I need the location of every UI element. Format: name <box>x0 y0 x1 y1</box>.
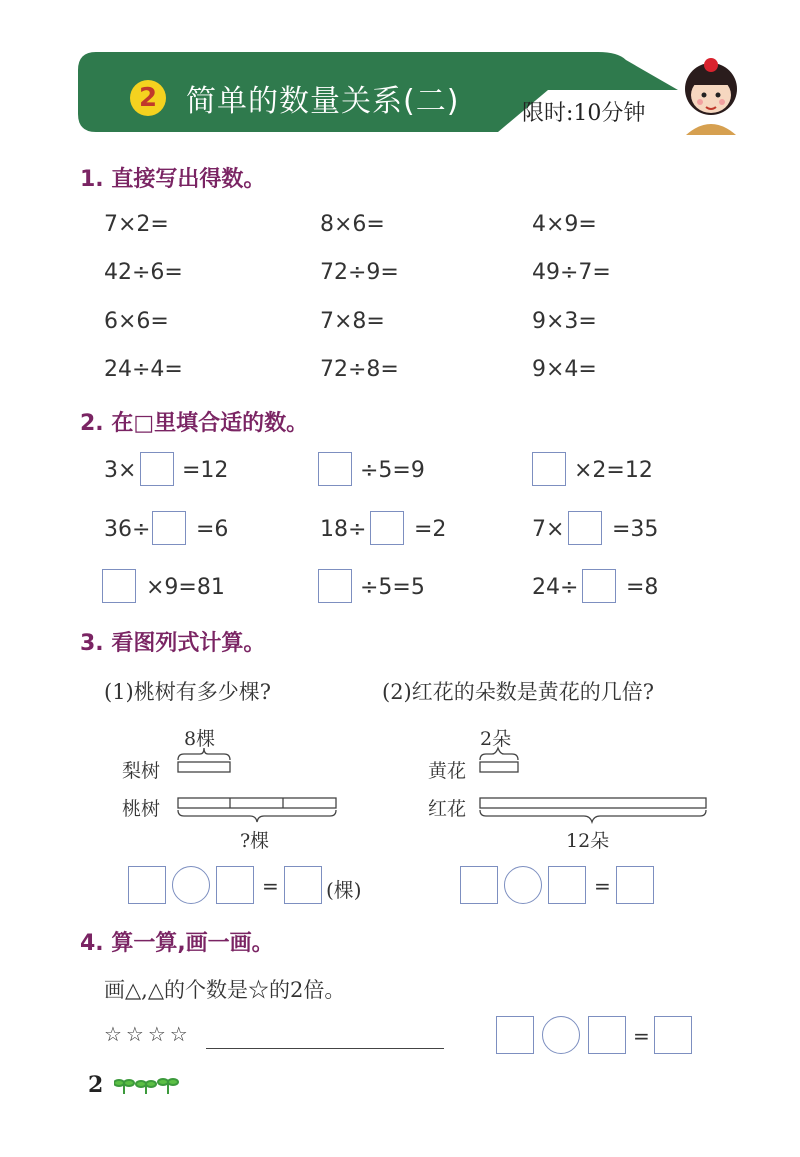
page-number: 2 <box>88 1072 104 1098</box>
s2-text: ÷5=9 <box>360 458 425 483</box>
s1-item: 7×8= <box>320 309 385 334</box>
answer-box[interactable] <box>318 452 352 486</box>
s2-text: =8 <box>626 575 659 600</box>
s2-text: 3× <box>104 458 137 483</box>
answer-box[interactable] <box>588 1016 626 1054</box>
operator-circle[interactable] <box>172 866 210 904</box>
q2-bottom-label: 12朵 <box>566 830 610 852</box>
answer-box[interactable] <box>140 452 174 486</box>
time-limit: 限时:10分钟 <box>522 101 646 126</box>
answer-box[interactable] <box>152 511 186 545</box>
s1-item: 72÷8= <box>320 357 399 382</box>
s2-text: =12 <box>182 458 229 483</box>
s2-text: ×2=12 <box>574 458 653 483</box>
answer-box[interactable] <box>370 511 404 545</box>
q2-row2-label: 红花 <box>428 798 467 820</box>
q2-top-label: 2朵 <box>480 728 512 750</box>
s1-item: 72÷9= <box>320 260 399 285</box>
s2-text: ÷5=5 <box>360 575 425 600</box>
s1-item: 6×6= <box>104 309 169 334</box>
answer-box[interactable] <box>616 866 654 904</box>
s1-item: 9×4= <box>532 357 597 382</box>
s1-item: 4×9= <box>532 212 597 237</box>
s1-item: 49÷7= <box>532 260 611 285</box>
q2-bar-diagram <box>472 744 712 824</box>
q1-bar-diagram <box>170 744 350 824</box>
stars-row: ☆☆☆☆ <box>104 1022 192 1046</box>
s1-item: 9×3= <box>532 309 597 334</box>
answer-box[interactable] <box>496 1016 534 1054</box>
s2-text: ×9=81 <box>146 575 225 600</box>
answer-box[interactable] <box>582 569 616 603</box>
q2-row1-label: 黄花 <box>428 760 467 782</box>
q2-text: (2)红花的朵数是黄花的几倍? <box>382 680 655 704</box>
lesson-number-badge: 2 <box>130 80 166 116</box>
answer-box[interactable] <box>568 511 602 545</box>
s1-item: 7×2= <box>104 212 169 237</box>
drawing-line[interactable] <box>206 1048 444 1049</box>
s2-text: =35 <box>612 517 659 542</box>
s2-text: =6 <box>196 517 229 542</box>
answer-box[interactable] <box>216 866 254 904</box>
section-2-heading: 2. 在□里填合适的数。 <box>80 411 309 436</box>
q1-row2-label: 桃树 <box>122 798 161 820</box>
equals-sign: = <box>262 874 279 898</box>
equals-sign: = <box>594 874 611 898</box>
answer-box[interactable] <box>128 866 166 904</box>
answer-box[interactable] <box>548 866 586 904</box>
s2-text: 18÷ <box>320 517 367 542</box>
section-1-heading: 1. 直接写出得数。 <box>80 167 266 192</box>
girl-mascot-icon <box>676 55 746 135</box>
q1-bottom-label: ?棵 <box>240 830 270 852</box>
section-3-heading: 3. 看图列式计算。 <box>80 631 266 656</box>
s1-item: 8×6= <box>320 212 385 237</box>
section-4-heading: 4. 算一算,画一画。 <box>80 931 274 956</box>
s2-text: 36÷ <box>104 517 151 542</box>
answer-box[interactable] <box>460 866 498 904</box>
page-title: 简单的数量关系(二) <box>186 84 460 119</box>
s2-text: 24÷ <box>532 575 579 600</box>
q1-unit: (棵) <box>326 878 362 902</box>
answer-box[interactable] <box>532 452 566 486</box>
operator-circle[interactable] <box>504 866 542 904</box>
answer-box[interactable] <box>318 569 352 603</box>
q1-top-label: 8棵 <box>184 728 216 750</box>
answer-box[interactable] <box>654 1016 692 1054</box>
sprout-icon <box>114 1076 180 1096</box>
s4-instruction: 画△,△的个数是☆的2倍。 <box>104 978 346 1002</box>
equals-sign: = <box>633 1024 650 1048</box>
q1-text: (1)桃树有多少棵? <box>104 680 272 704</box>
s1-item: 42÷6= <box>104 260 183 285</box>
operator-circle[interactable] <box>542 1016 580 1054</box>
answer-box[interactable] <box>284 866 322 904</box>
s2-text: =2 <box>414 517 447 542</box>
answer-box[interactable] <box>102 569 136 603</box>
s1-item: 24÷4= <box>104 357 183 382</box>
s2-text: 7× <box>532 517 565 542</box>
q1-row1-label: 梨树 <box>122 760 161 782</box>
